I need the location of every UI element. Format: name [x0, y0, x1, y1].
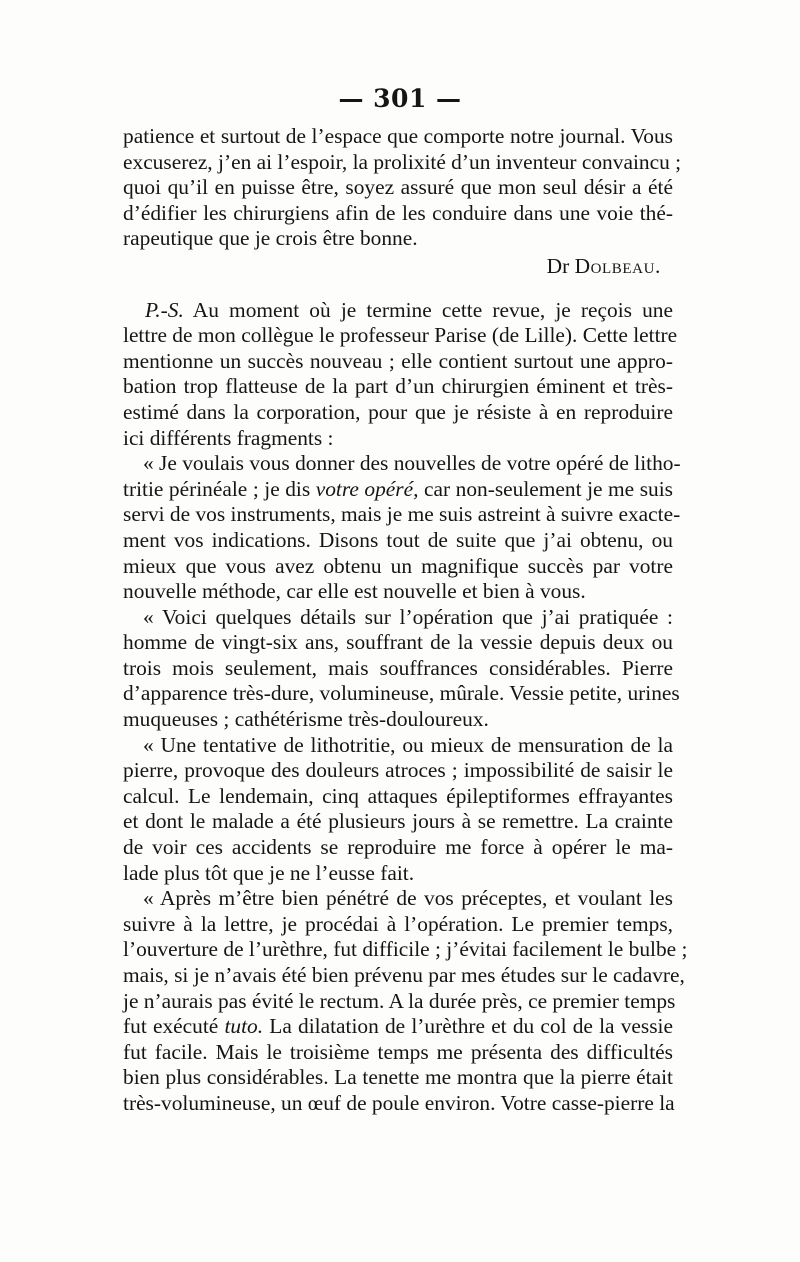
- text-line: servi de vos instruments, mais je me suis astreint à suivre exacte-: [123, 502, 681, 527]
- text-fragment: La dilatation de l’urèthre et du col de la vessie: [263, 1014, 673, 1039]
- signature: [123, 254, 673, 280]
- text-line: [123, 477, 673, 503]
- text-line: rapeutique que je crois être bonne.: [123, 226, 418, 251]
- text-line: [123, 1014, 673, 1040]
- ps-first-line: Au moment où je termine cette revue, je reçois une: [192, 297, 673, 322]
- text-fragment: tritie périnéale ; je dis: [123, 476, 316, 501]
- text-fragment: car non-seulement je me suis: [418, 476, 673, 501]
- text-line: ment vos indications. Disons tout de suite que j’ai obtenu, ou: [123, 527, 673, 552]
- text-line: d’apparence très-dure, volumineuse, mûrale. Vessie petite, urines: [123, 681, 680, 706]
- text-line: très-volumineuse, un œuf de poule environ. Votre casse-pierre la: [123, 1090, 675, 1115]
- text-line: muqueuses ; cathétérisme très-douloureux.: [123, 707, 489, 732]
- text-line: ici différents fragments :: [123, 425, 334, 450]
- text-line: lade plus tôt que je ne l’eusse fait.: [123, 860, 415, 885]
- text-line: de voir ces accidents se reproduire me force à opérer le ma-: [123, 835, 673, 860]
- emphasis: votre opéré,: [315, 476, 419, 501]
- text-line: « Une tentative de lithotritie, ou mieux de mensuration de la: [143, 732, 673, 757]
- text-line: pierre, provoque des douleurs atroces ; impossibilité de saisir le: [123, 758, 673, 783]
- text-line: et dont le malade a été plusieurs jours à se remettre. La crainte: [123, 809, 673, 834]
- page-number: — 301 —: [338, 84, 462, 113]
- text-line: mais, si je n’avais été bien prévenu par mes études sur le cadavre,: [123, 963, 685, 987]
- paragraph-gap: [123, 280, 673, 298]
- text-line: calcul. Le lendemain, cinq attaques épileptiformes effrayantes: [123, 783, 673, 808]
- text-line: mentionne un succès nouveau ; elle contient surtout une appro-: [123, 348, 673, 373]
- text-line: excuserez, j’en ai l’espoir, la prolixité d’un inventeur convaincu ;: [123, 149, 682, 174]
- text-line: trois mois seulement, mais souffrances considérables. Pierre: [123, 655, 673, 680]
- text-line: [123, 298, 673, 324]
- text-line: « Voici quelques détails sur l’opération que j’ai pratiquée :: [143, 604, 673, 629]
- text-line: estimé dans la corporation, pour que je résiste à en reproduire: [123, 399, 673, 424]
- ps-label: P.-S.: [145, 297, 184, 322]
- page-body: [123, 124, 688, 1117]
- text-line: lettre de mon collègue le professeur Parise (de Lille). Cette lettre: [123, 323, 678, 348]
- text-line: d’édifier les chirurgiens afin de les conduire dans une voie thé-: [123, 200, 673, 225]
- text-line: nouvelle méthode, car elle est nouvelle et bien à vous.: [123, 579, 586, 604]
- text-line: « Je voulais vous donner des nouvelles de votre opéré de litho-: [143, 451, 681, 476]
- signature-title: Dr: [546, 253, 570, 278]
- text-line: suivre à la lettre, je procédai à l’opération. Le premier temps,: [123, 911, 673, 936]
- text-line: quoi qu’il en puisse être, soyez assuré que mon seul désir a été: [123, 175, 673, 200]
- text-line: bien plus considérables. La tenette me montra que la pierre était: [123, 1065, 673, 1090]
- text-line: je n’aurais pas évité le rectum. A la durée près, ce premier temps: [123, 988, 676, 1013]
- text-fragment: fut exécuté: [123, 1014, 225, 1039]
- signature-name: Dolbeau.: [574, 253, 661, 278]
- text-line: patience et surtout de l’espace que comporte notre journal. Vous: [123, 124, 673, 148]
- emphasis: tuto.: [224, 1014, 264, 1039]
- text-line: homme de vingt-six ans, souffrant de la vessie depuis deux ou: [123, 630, 673, 655]
- text-line: fut facile. Mais le troisième temps me présenta des difficultés: [123, 1039, 673, 1064]
- text-line: bation trop flatteuse de la part d’un chirurgien éminent et très-: [123, 374, 673, 399]
- text-line: mieux que vous avez obtenu un magnifique succès par votre: [123, 553, 673, 578]
- text-line: « Après m’être bien pénétré de vos préceptes, et voulant les: [143, 886, 673, 911]
- text-line: l’ouverture de l’urèthre, fut difficile ; j’évitai facilement le bulbe ;: [123, 937, 688, 962]
